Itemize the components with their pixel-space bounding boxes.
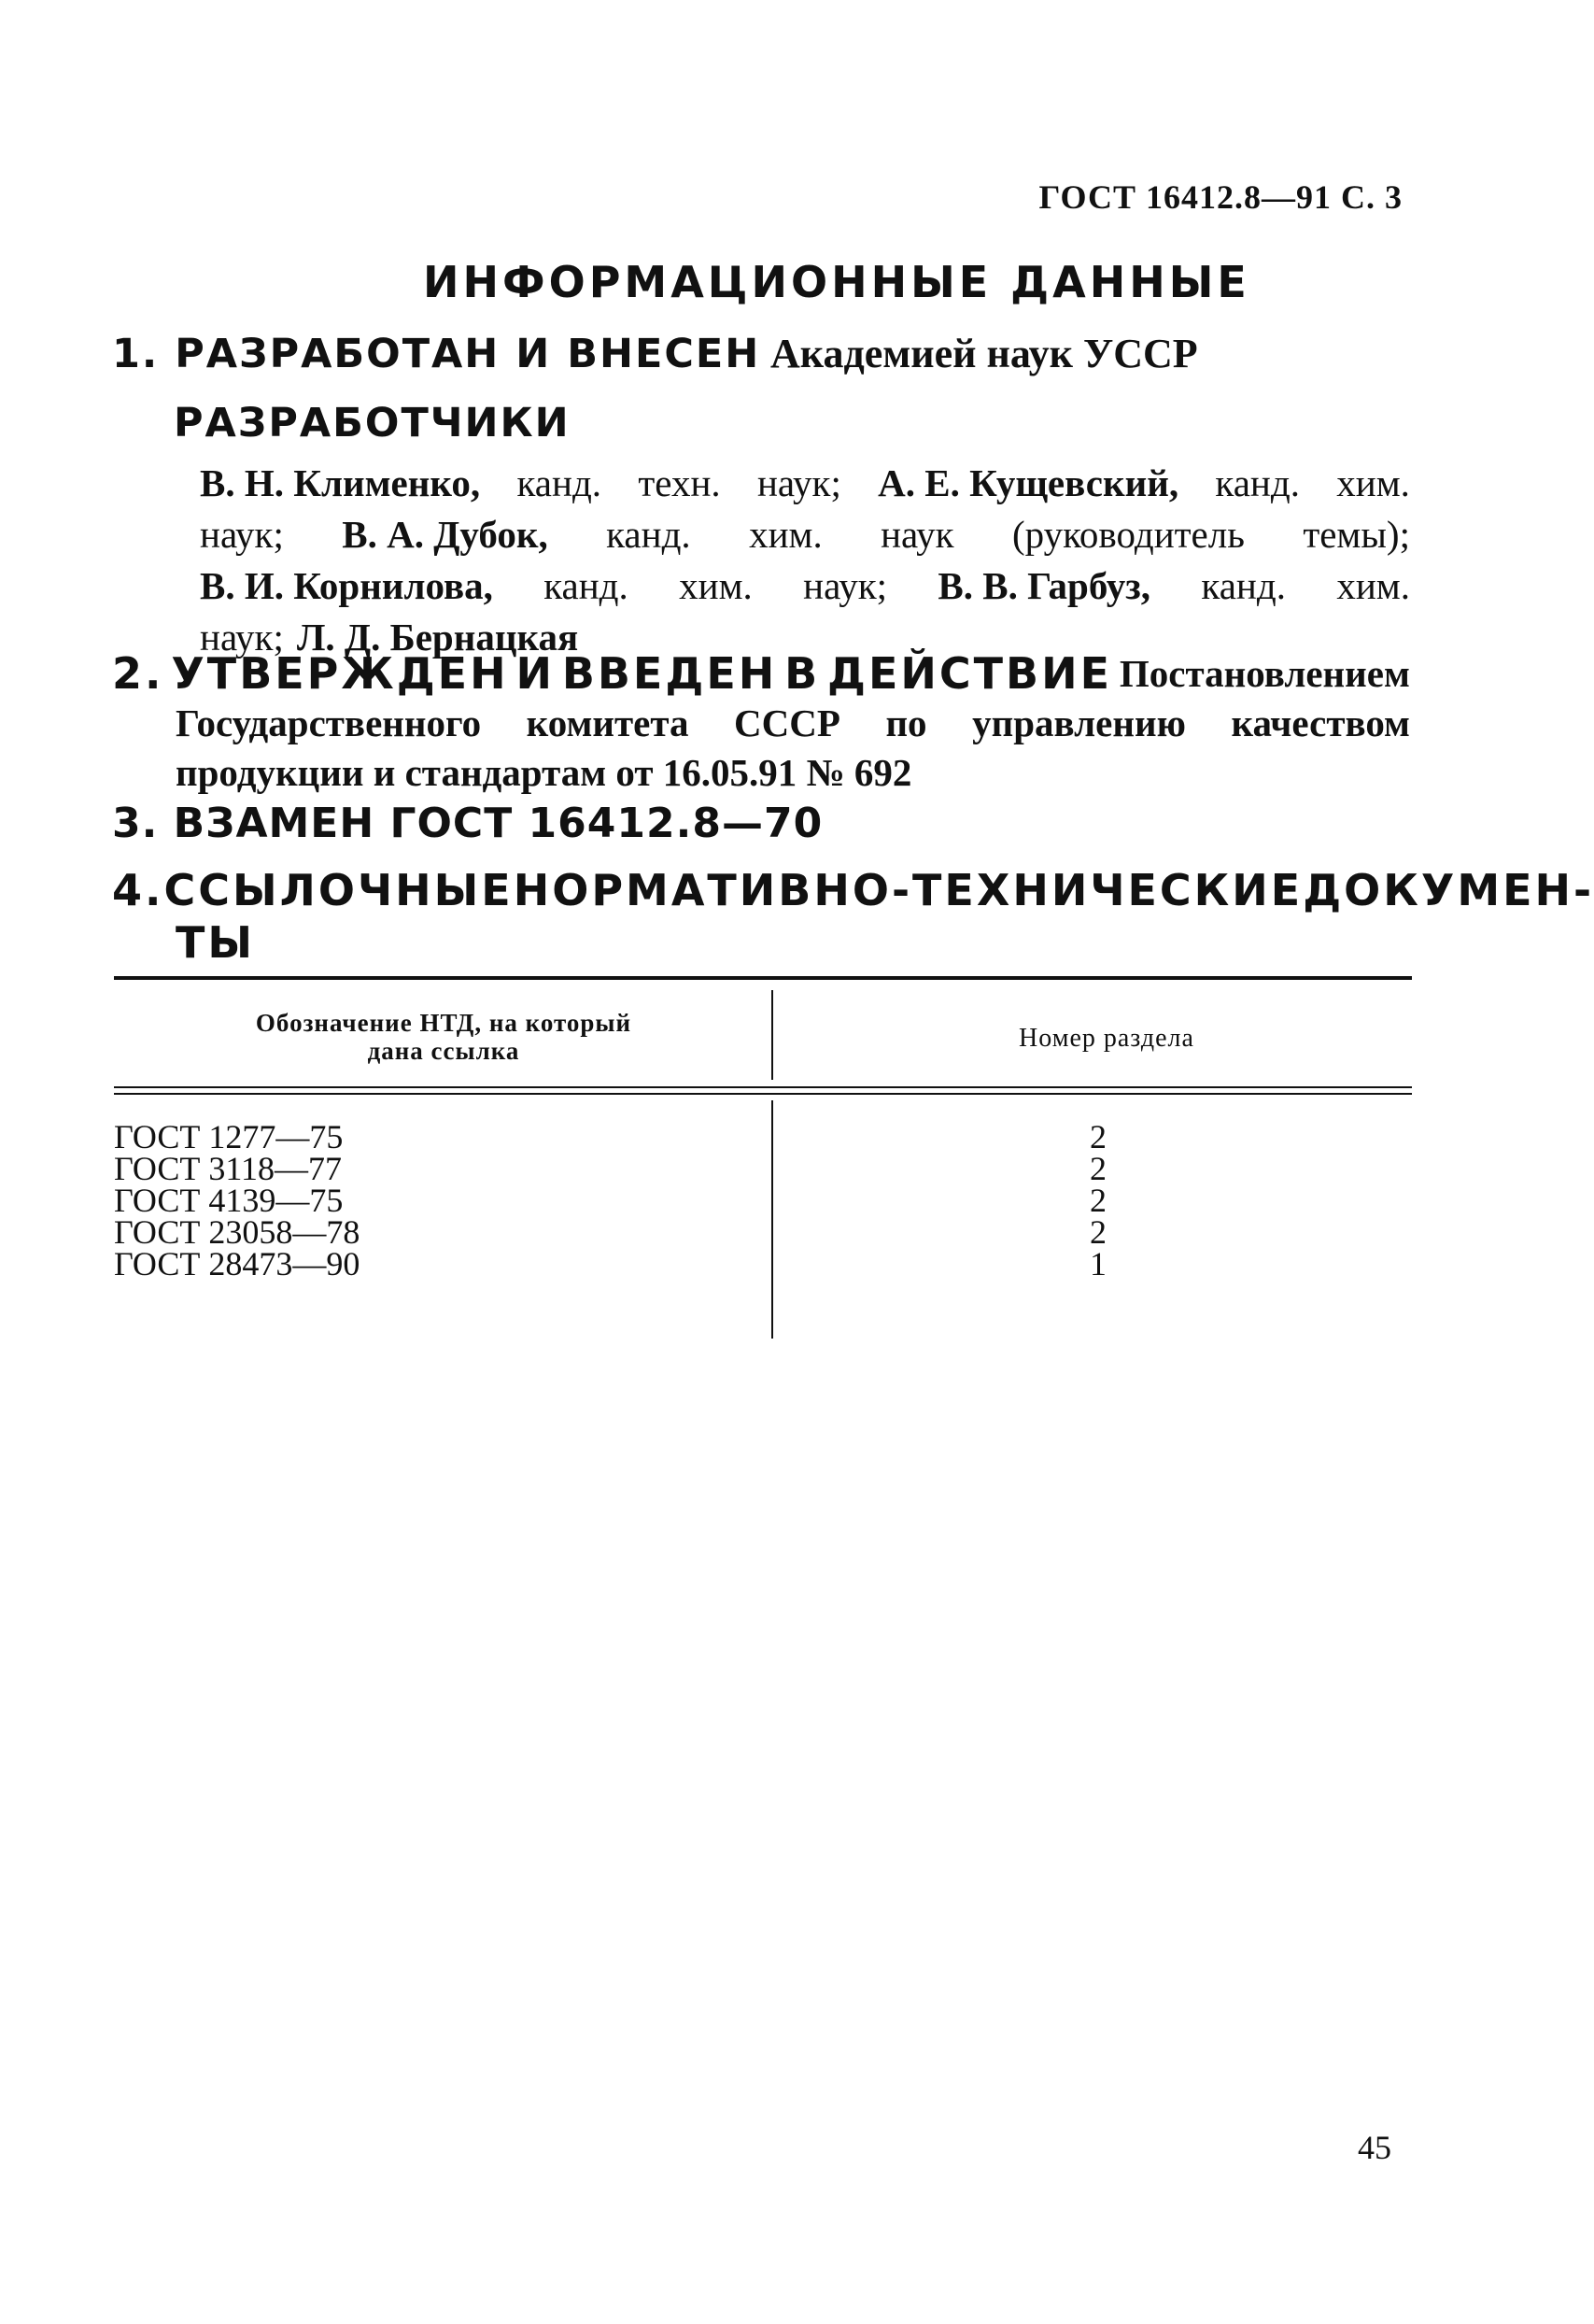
table-header-rule <box>114 1086 1412 1088</box>
section-2-line <box>112 748 1410 798</box>
developer-name: А. Е. Кущевский, <box>878 461 1179 504</box>
developers-list <box>200 458 1410 663</box>
section-4-word: ДОКУМЕН- <box>1303 865 1594 915</box>
table-cell-section: 2 <box>1090 1150 1107 1187</box>
table-row <box>114 1182 1412 1219</box>
table-cell-section: 2 <box>1090 1182 1107 1219</box>
section-1-organization: Академией наук УССР <box>770 331 1198 376</box>
developer-degree-word: наук; <box>756 461 841 504</box>
table-row <box>114 1213 1412 1251</box>
section-2-word: В <box>784 648 821 699</box>
developer-degree-word: техн. <box>638 461 721 504</box>
section-2-word: Государственного <box>176 701 482 744</box>
section-1-lead: 1. РАЗРАБОТАН И ВНЕСЕН <box>112 331 761 377</box>
section-2-word: УТВЕРЖДЕН <box>171 648 509 699</box>
table-cell-section: 2 <box>1090 1118 1107 1155</box>
section-4-line <box>112 864 1594 916</box>
section-2-word: СССР <box>734 701 840 744</box>
developers-heading: РАЗРАБОТЧИКИ <box>174 400 571 446</box>
developer-role: (руководитель <box>1011 513 1245 556</box>
table-top-rule <box>114 976 1412 980</box>
section-4 <box>112 864 1594 969</box>
table-header-rule <box>114 1093 1412 1095</box>
section-2-word: качеством <box>1231 701 1410 744</box>
section-4-word: 4. <box>112 865 164 915</box>
developer-degree-word: наук <box>881 513 954 556</box>
developer-degree-word: наук; <box>200 616 284 659</box>
developer-name: Л. Д. Бернацкая <box>296 616 579 659</box>
table-header-document <box>187 1009 700 1065</box>
developer-degree-word: канд. <box>543 564 628 607</box>
developer-degree-word: хим. <box>679 564 753 607</box>
developers-line <box>200 509 1410 560</box>
table-header-document-line: дана ссылка <box>367 1037 520 1065</box>
developers-line <box>200 458 1410 509</box>
section-4-line <box>112 916 1410 969</box>
table-cell-document: ГОСТ 4139—75 <box>114 1182 344 1219</box>
section-2-word: Постановлением <box>1119 652 1410 695</box>
table-cell-document: ГОСТ 23058—78 <box>114 1213 360 1251</box>
developer-name: В. А. Дубок, <box>342 513 548 556</box>
section-4-word: ССЫЛОЧНЫЕ <box>163 865 514 915</box>
developer-name: В. Н. Клименко, <box>200 461 481 504</box>
section-2-word: ВВЕДЕН <box>561 648 778 699</box>
section-2-word: ДЕЙСТВИЕ <box>827 648 1113 699</box>
section-2-line <box>112 699 1410 748</box>
section-2-word: 2. <box>112 648 164 699</box>
table-cell-document: ГОСТ 3118—77 <box>114 1150 343 1187</box>
section-3: 3. ВЗАМЕН ГОСТ 16412.8—70 <box>112 800 824 847</box>
developer-degree-word: канд. <box>1215 461 1300 504</box>
section-2-decree: продукции и стандартам от 16.05.91 № 692 <box>176 751 912 794</box>
developer-degree-word: хим. <box>1336 461 1410 504</box>
section-2-word: комитета <box>526 701 689 744</box>
developer-degree-word: наук; <box>200 513 284 556</box>
section-2-word: управлению <box>972 701 1186 744</box>
developers-line <box>200 560 1410 612</box>
document-header: ГОСТ 16412.8—91 С. 3 <box>1038 178 1403 216</box>
developer-name: В. И. Корнилова, <box>200 564 493 607</box>
table-cell-document: ГОСТ 28473—90 <box>114 1245 360 1282</box>
table-body <box>114 1118 1412 1282</box>
developer-degree-word: канд. <box>1201 564 1286 607</box>
table-header-document-line: Обозначение НТД, на который <box>255 1009 632 1037</box>
table-cell-section: 1 <box>1090 1245 1107 1282</box>
developer-degree-word: хим. <box>1336 564 1410 607</box>
table-row <box>114 1150 1412 1187</box>
table-cell-document: ГОСТ 1277—75 <box>114 1118 344 1155</box>
section-1 <box>112 330 1198 377</box>
page-number: 45 <box>1358 2129 1391 2166</box>
developer-degree-word: хим. <box>749 513 823 556</box>
table-header-divider <box>771 990 773 1080</box>
section-4-word: ТЫ <box>176 917 256 968</box>
developer-degree-word: канд. <box>516 461 602 504</box>
section-2-word: И <box>515 648 555 699</box>
section-4-word: НОРМАТИВНО-ТЕХНИЧЕСКИЕ <box>513 865 1304 915</box>
section-2 <box>112 649 1410 798</box>
page-title: ИНФОРМАЦИОННЫЕ ДАННЫЕ <box>423 257 1250 307</box>
table-header-section: Номер раздела <box>1019 1024 1194 1053</box>
section-2-word: по <box>885 701 927 744</box>
section-2-line <box>112 649 1410 699</box>
table-row <box>114 1118 1412 1155</box>
table-row <box>114 1245 1412 1282</box>
table-cell-section: 2 <box>1090 1213 1107 1251</box>
developer-degree-word: наук; <box>803 564 888 607</box>
developer-degree-word: канд. <box>606 513 691 556</box>
developer-name: В. В. Гарбуз, <box>938 564 1151 607</box>
developer-role: темы); <box>1303 513 1410 556</box>
